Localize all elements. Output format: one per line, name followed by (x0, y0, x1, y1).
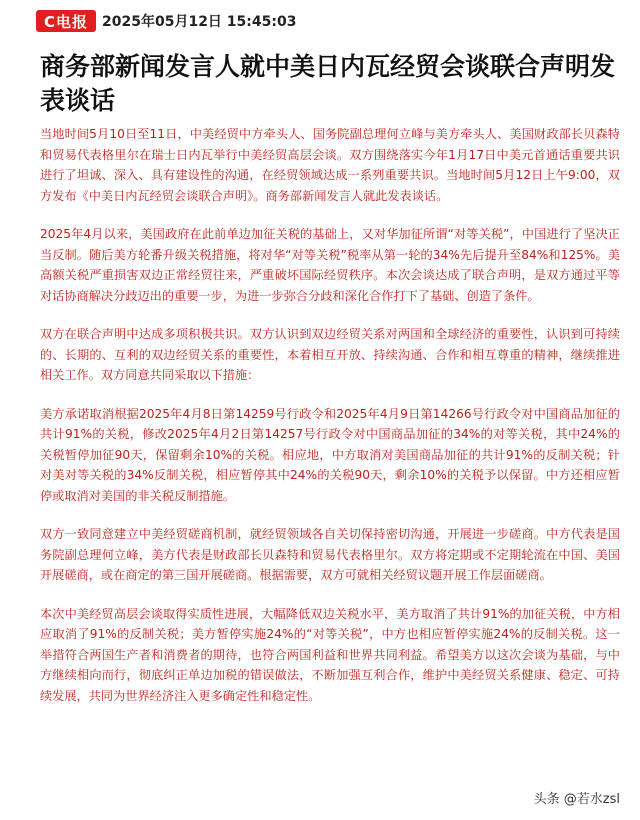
article-paragraph: 双方在联合声明中达成多项积极共识。双方认识到双边经贸关系对两国和全球经济的重要性，认识到可持续的、长期的、互利的双边经贸关系的重要性，本着相互开放、持续沟通、合作和相互尊重的精神，继续推进相关工作。双方同意共同采取以下措施： (40, 327, 620, 382)
cls-logo: C电报 (36, 10, 96, 32)
article-paragraph: 2025年4月以来，美国政府在此前单边加征关税的基础上，又对华加征所谓“对等关税”，中国进行了坚决正当反制。随后美方轮番升级关税措施，将对华“对等关税”税率从第一轮的34%先后提升至84%和125%。美高额关税严重损害双边正常经贸往来，严重破坏国际经贸秩序。本次会谈达成了联合声明，是双方通过平等对话协商解决分歧迈出的重要一步，为进一步弥合分歧和深化合作打下了基础、创造了条件。 (40, 227, 620, 303)
article-body (40, 124, 620, 724)
article-paragraph: 双方一致同意建立中美经贸磋商机制，就经贸领域各自关切保持密切沟通，开展进一步磋商。中方代表是国务院副总理何立峰，美方代表是财政部长贝森特和贸易代表格里尔。双方将定期或不定期轮流在中国、美国开展磋商，或在商定的第三国开展磋商。根据需要，双方可就相关经贸议题开展工作层面磋商。 (40, 527, 620, 582)
article-paragraph: 本次中美经贸高层会谈取得实质性进展，大幅降低双边关税水平，美方取消了共计91%的加征关税，中方相应取消了91%的反制关税；美方暂停实施24%的“对等关税”，中方也相应暂停实施24%的反制关税。这一举措符合两国生产者和消费者的期待，也符合两国利益和世界共同利益。希望美方以这次会谈为基础，与中方继续相向而行，彻底纠正单边加税的错误做法，不断加强互利合作，维护中美经贸关系健康、稳定、可持续发展，共同为世界经济注入更多确定性和稳定性。 (40, 606, 620, 703)
source-watermark: 头条 @若水zsl (530, 787, 624, 808)
article-paragraph: 美方承诺取消根据2025年4月8日第14259号行政令和2025年4月9日第14266号行政令对中国商品加征的共计91%的关税，修改2025年4月2日第14257号行政令对中国商品加征的34%的对等关税，其中24%的关税暂停加征90天，保留剩余10%的关税。相应地，中方取消对美国商品加征的共计91%的反制关税；针对美对等关税的34%反制关税，相应暂停其中24%的关税90天，剩余10%的关税予以保留。中方还相应暂停或取消对美国的非关税反制措施。 (40, 406, 620, 503)
article-title: 商务部新闻发言人就中美日内瓦经贸会谈联合声明发表谈话 (40, 52, 616, 115)
article-header (0, 0, 640, 42)
article-paragraph: 当地时间5月10日至11日，中美经贸中方牵头人、国务院副总理何立峰与美方牵头人、美国财政部长贝森特和贸易代表格里尔在瑞士日内瓦举行中美经贸高层会谈。双方围绕落实今年1月17日中美元首通话重要共识进行了坦诚、深入、具有建设性的沟通，在经贸领域达成一系列重要共识。当地时间5月12日上午9:00，双方发布《中美日内瓦经贸会谈联合声明》。商务部新闻发言人就此发表谈话。 (40, 127, 620, 203)
publish-datetime: 2025年05月12日 15:45:03 (102, 14, 297, 30)
